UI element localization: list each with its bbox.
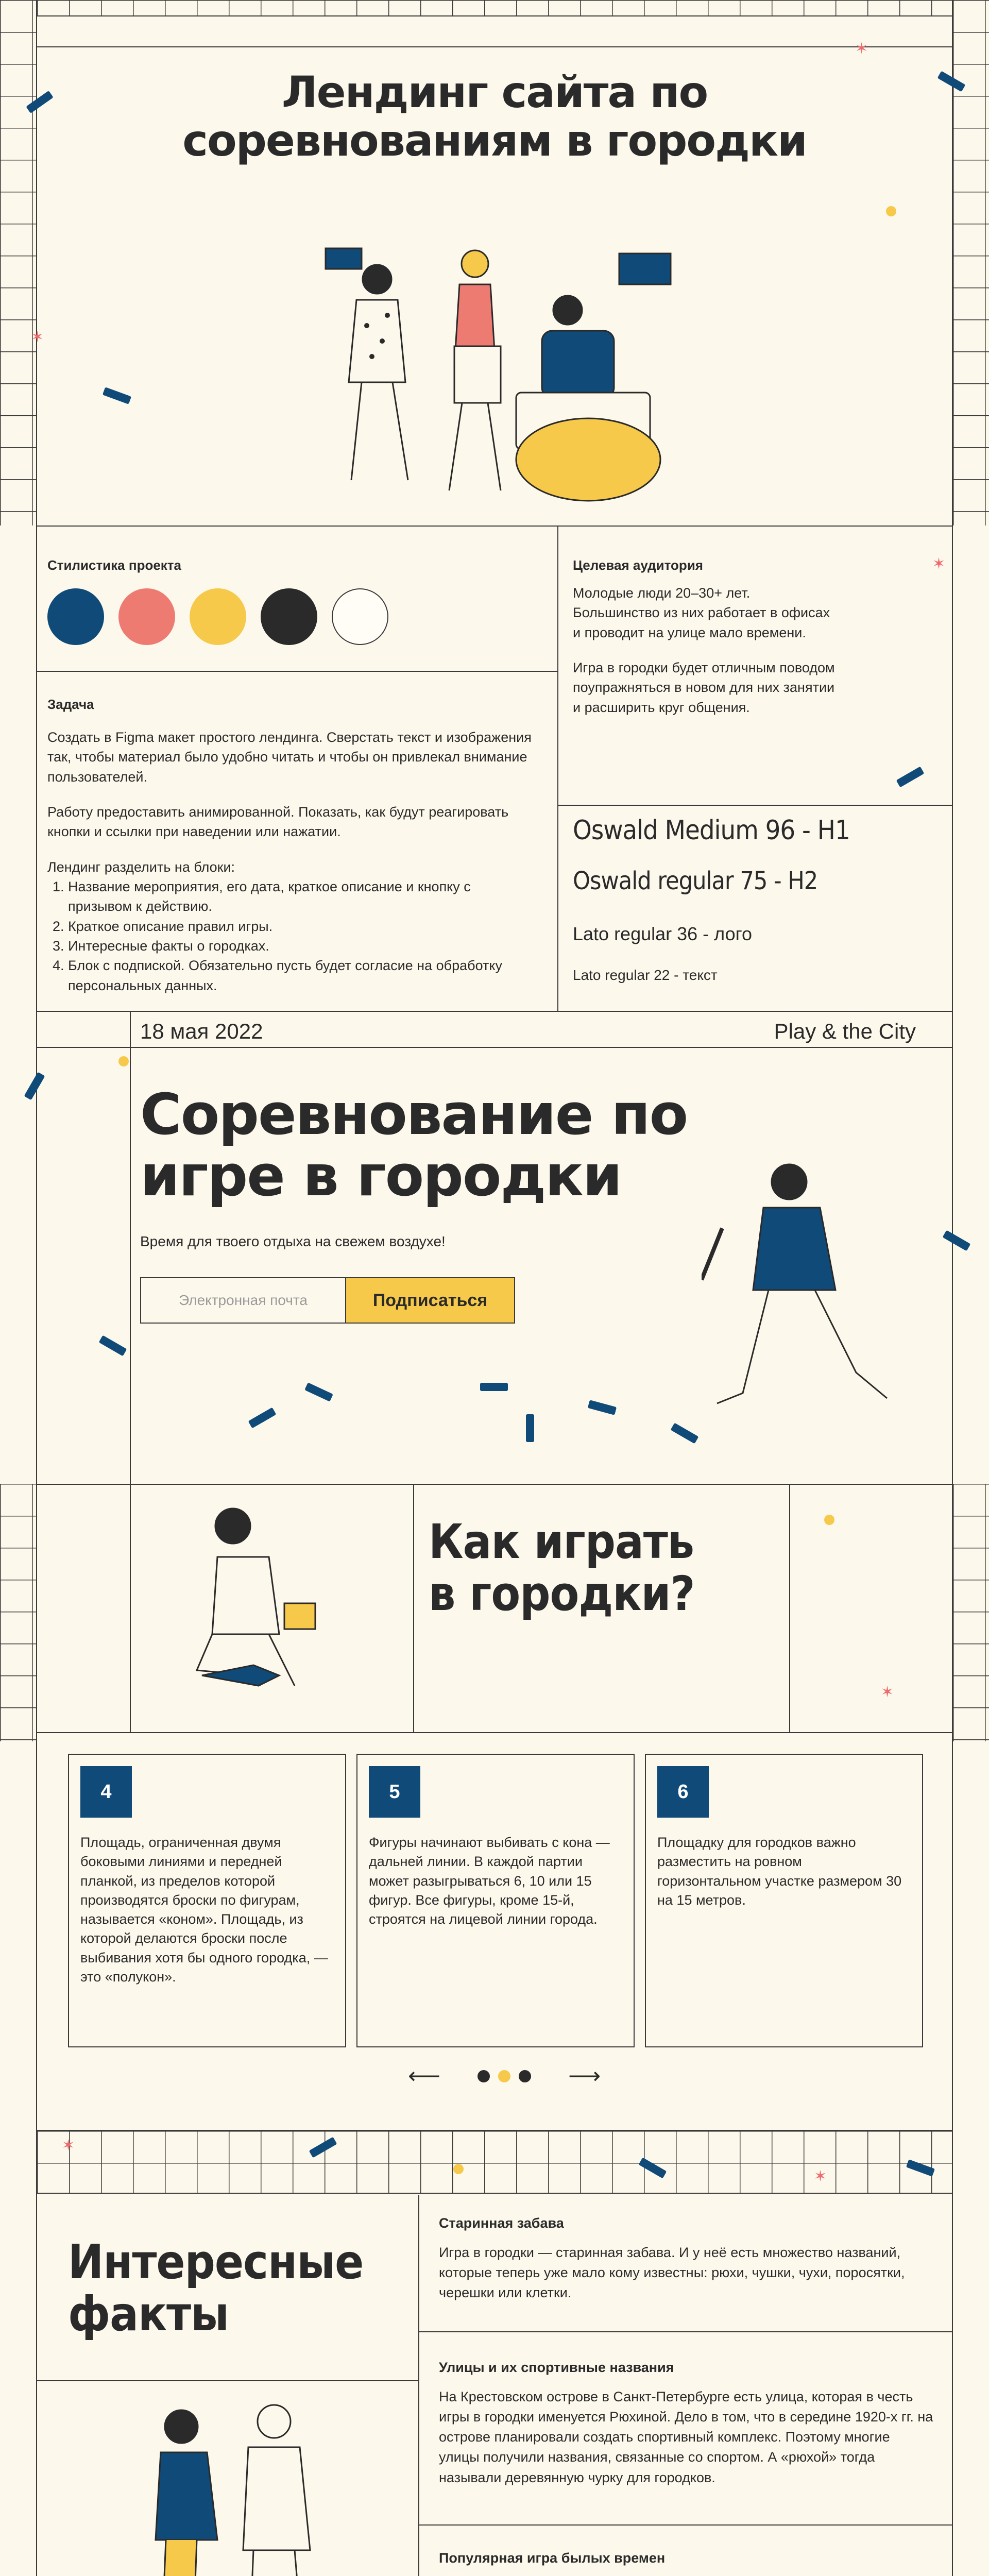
rule-card bbox=[68, 1754, 346, 2047]
left-grid-decoration bbox=[0, 1484, 36, 1741]
divider bbox=[37, 15, 952, 16]
task-list-item: 4. Блок с подпиской. Обязательно пусть будет согласие на обработку персональных данных. bbox=[68, 956, 537, 995]
audience-paragraph: Игра в городки будет отличным поводом поупражняться в новом для них занятии и расширить круг общения. bbox=[573, 659, 835, 715]
fact-text: Игра в городки — старинная забава. И у неё есть множество названий, которые теперь уже мало кому известны: рюхи, чушки, чухи, поросятки, черешки или клетки. bbox=[439, 2245, 905, 2301]
divider bbox=[558, 805, 952, 806]
dash-decoration bbox=[99, 1335, 127, 1357]
dash-decoration bbox=[588, 1400, 617, 1415]
pagination-dot[interactable] bbox=[519, 2070, 531, 2082]
hero-title: Соревнование по игре в городки bbox=[140, 1081, 688, 1209]
task-text-block bbox=[47, 727, 537, 995]
facts-title: Интересные факты bbox=[68, 2234, 364, 2342]
rule-card-text: Площадь, ограниченная двумя боковыми линиями и передней планкой, из пределов которой производятся броски по фигурам, называется «коном». Площадь, из которой делаются броски после выбивания хотя бы одного городка, — это «полукон». bbox=[80, 1835, 328, 1985]
rule-card bbox=[645, 1754, 923, 2047]
pagination-dot[interactable] bbox=[478, 2070, 490, 2082]
task-list-item: 2. Краткое описание правил игры. bbox=[68, 917, 537, 936]
intro-section bbox=[37, 47, 952, 526]
task-list bbox=[47, 877, 537, 995]
fact-title: Улицы и их спортивные названия bbox=[439, 2360, 674, 2375]
dot-decoration bbox=[453, 2164, 464, 2174]
hero-subscribe-button[interactable]: Подписаться bbox=[345, 1277, 515, 1324]
font-spec-logo: Lato regular 36 - лого bbox=[573, 923, 752, 944]
dot-decoration bbox=[118, 1056, 129, 1066]
dash-decoration bbox=[304, 1382, 333, 1401]
star-decoration: ✶ bbox=[881, 1684, 894, 1701]
fact-item bbox=[439, 2360, 933, 2488]
rule-card-number: 5 bbox=[369, 1766, 420, 1818]
palette-swatch-coral bbox=[118, 588, 175, 645]
task-paragraph: Работу предоставить анимированной. Показать, как будут реагировать кнопки и ссылки при наведении или нажатии. bbox=[47, 804, 509, 840]
star-decoration: ✶ bbox=[932, 555, 946, 572]
howto-title: Как играть в городки? bbox=[429, 1514, 695, 1622]
intro-top-grid bbox=[37, 0, 952, 15]
star-decoration: ✶ bbox=[855, 40, 868, 57]
dot-decoration bbox=[886, 206, 896, 216]
arrow-right-icon[interactable]: ⟶ bbox=[568, 2063, 601, 2089]
divider bbox=[130, 1012, 131, 1484]
rule-card-text: Площадку для городков важно разместить на ровном горизонтальном участке размером 30 на 15 метров. bbox=[657, 1835, 902, 1908]
palette-swatch-black bbox=[261, 588, 317, 645]
players-illustration bbox=[259, 243, 753, 521]
arrow-left-icon[interactable]: ⟵ bbox=[408, 2063, 441, 2089]
hero-section bbox=[37, 1012, 952, 1484]
font-spec-h2: Oswald regular 75 - H2 bbox=[573, 867, 818, 895]
hero-subtitle: Время для твоего отдыха на свежем воздухе! bbox=[140, 1233, 446, 1249]
dot-decoration bbox=[824, 1515, 834, 1525]
two-players-illustration bbox=[130, 2396, 346, 2576]
event-date: 18 мая 2022 bbox=[140, 1019, 263, 1043]
right-grid-decoration bbox=[953, 0, 989, 526]
rule-card-text: Фигуры начинают выбивать с кона — дальней линии. В каждой партии может разыгрываться 6, 10 или 15 фигур. Все фигуры, кроме 15-й, строятся на лицевой линии города. bbox=[369, 1835, 610, 1927]
pagination-dot-active[interactable] bbox=[498, 2070, 510, 2082]
fact-text: На Крестовском острове в Санкт-Петербурге есть улица, которая в честь игры в городки именуется Рюхиной. Дело в том, что в середине 1920-х гг. на острове планировали создать спортивный комплекс. Поэтому многие улицы получили названия, связанные со спортом. А «рюхой» тогда называли деревянную чурку для городков. bbox=[439, 2389, 933, 2485]
divider bbox=[557, 527, 558, 1011]
brief-section bbox=[37, 527, 952, 1011]
fact-item bbox=[439, 2550, 933, 2576]
task-list-item: 3. Интересные факты о городках. bbox=[68, 936, 537, 956]
rule-card bbox=[356, 1754, 635, 2047]
rules-pagination bbox=[408, 2063, 601, 2089]
style-heading: Стилистика проекта bbox=[47, 557, 181, 573]
task-paragraph: Лендинг разделить на блоки: bbox=[47, 859, 235, 875]
fact-item bbox=[439, 2215, 933, 2303]
task-list-item: 1. Название мероприятия, его дата, краткое описание и кнопку с призывом к действию. bbox=[68, 877, 537, 917]
facts-section bbox=[37, 2195, 952, 2576]
star-decoration: ✶ bbox=[31, 329, 44, 346]
rules-section bbox=[37, 1733, 952, 2130]
dash-decoration bbox=[248, 1408, 277, 1429]
palette-swatch-white bbox=[332, 588, 388, 645]
fact-title: Популярная игра былых времен bbox=[439, 2550, 666, 2566]
palette bbox=[47, 588, 388, 645]
audience-text-block bbox=[573, 583, 841, 717]
star-decoration: ✶ bbox=[62, 2137, 75, 2154]
dash-decoration bbox=[671, 1423, 699, 1444]
right-grid-decoration bbox=[953, 1484, 989, 1741]
palette-swatch-yellow bbox=[190, 588, 246, 645]
runner-illustration bbox=[702, 1156, 918, 1445]
rule-card-number: 4 bbox=[80, 1766, 132, 1818]
audience-paragraph: Молодые люди 20–30+ лет. Большинство из них работает в офисах и проводит на улице мало времени. bbox=[573, 585, 830, 640]
logo[interactable]: Play & the City bbox=[774, 1019, 916, 1043]
dash-decoration bbox=[526, 1414, 534, 1442]
divider bbox=[37, 671, 557, 672]
fact-title: Старинная забава bbox=[439, 2215, 564, 2231]
howto-section bbox=[37, 1485, 952, 1732]
font-spec-h1: Oswald Medium 96 - H1 bbox=[573, 815, 850, 846]
hero-header bbox=[37, 1012, 952, 1048]
intro-title: Лендинг сайта по соревнованиям в городки bbox=[182, 67, 807, 166]
font-spec-text: Lato regular 22 - текст bbox=[573, 967, 718, 983]
task-paragraph: Создать в Figma макет простого лендинга. Сверстать текст и изображения так, чтобы материал было удобно читать и чтобы он привлекал внимание пользователей. bbox=[47, 730, 532, 785]
star-decoration: ✶ bbox=[814, 2168, 827, 2185]
kneeling-player-illustration bbox=[166, 1500, 382, 1717]
left-grid-decoration bbox=[0, 0, 36, 526]
hero-email-input[interactable]: Электронная почта bbox=[140, 1277, 346, 1324]
audience-heading: Целевая аудитория bbox=[573, 557, 703, 573]
rule-card-number: 6 bbox=[657, 1766, 709, 1818]
palette-swatch-navy bbox=[47, 588, 104, 645]
dash-decoration bbox=[480, 1383, 508, 1391]
task-heading: Задача bbox=[47, 697, 94, 712]
